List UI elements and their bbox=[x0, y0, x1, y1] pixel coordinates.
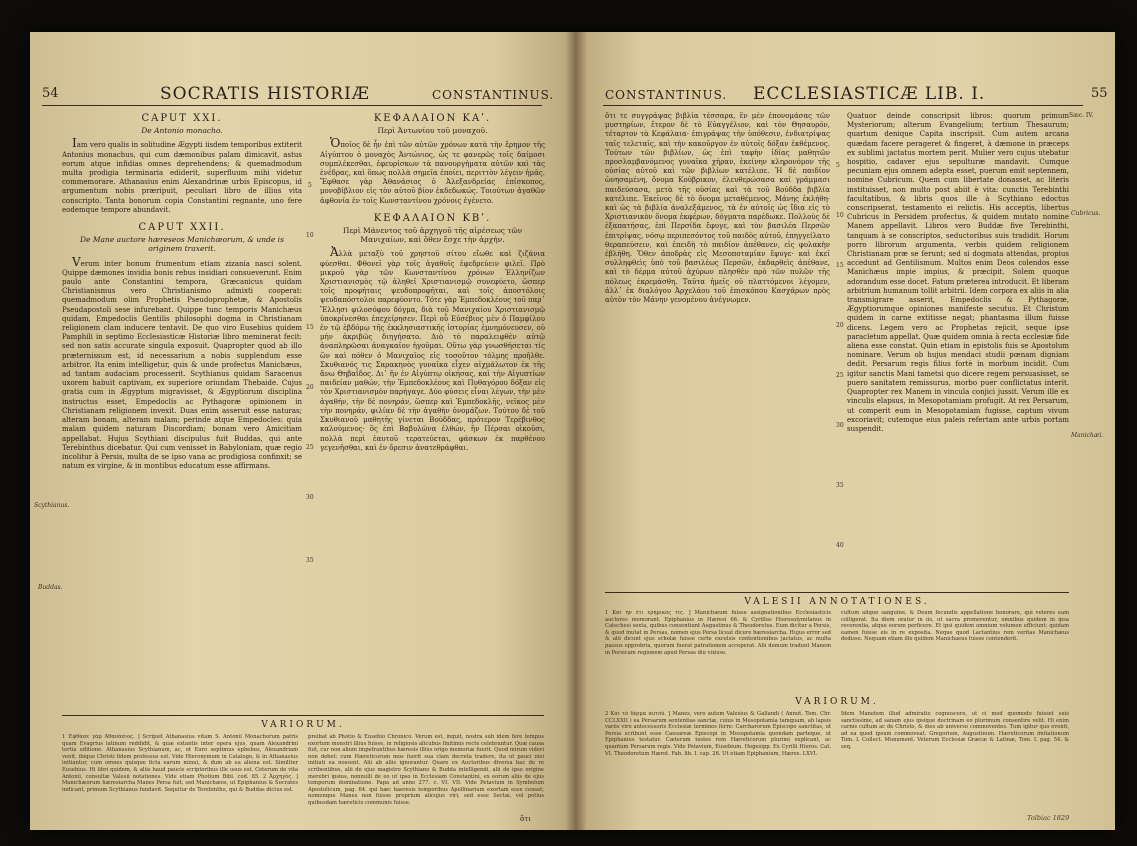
left-running-head-right: CONSTANTINUS. bbox=[432, 88, 555, 102]
line-number: 35 bbox=[306, 557, 314, 564]
right-page-number: 55 bbox=[1091, 86, 1108, 101]
line-number: 25 bbox=[306, 444, 314, 451]
chapter-21-greek-subtitle: Περὶ Ἀντωνίου τοῦ μοναχοῦ. bbox=[377, 126, 488, 136]
line-number: 5 bbox=[308, 182, 312, 189]
valesii-notes-col-1: 1 Καὶ ἦν ἔτι ἐρημικὸς τίς. ] Manichæum fuisse assignationibus Ecclesiasticis auctores memorant. Epiphanius in Hæresi 66. & Cyrillus Hierosolymitanus in Catechesi sexta, quibus consentiunt Augustinus & Theodoretus. Eum dicitur a Persis, & quod mutat in Persas, nomen ejus Persa liceat dicere hæresiarcha. Hujus error sed & alii dicunt ejus scholæ fuisse certe excelsis contentionibus jactatus, ac multa passus opprobria, quorum fuerat patrationem acceperat. Alii demum tradunt Manem in Persicam regionem apud Persas diu vixisse. bbox=[605, 610, 831, 656]
right-greek-column: ὅτι τε συγγράψας βιβλία τέσσαρα, ἓν μὲν ἐπονομάσας τῶν μυστηρίων, ἕτερον δὲ τὸ Εὐαγγέλιον, καὶ τὸν Θησαυρόν, τέταρτον τὰ Κεφάλαια· ἐπιγράψας τὴν ὑπόθεσιν, ἐνδιατρίψας ταῖς τελεταῖς, καὶ τὴν κακοῦργον ἐν αὐτοῖς δόξαν ἐκθέμενος. Τούτων τῶν βιβλίων, ὡς ἐπὶ ταφὴν ἰδίας μαθητῶν προσλαμβανόμενος γυναῖκα χήραν, ἐκείνην κληρονόμον τῆς οὐσίας αὐτοῦ καὶ τῶν βιβλίων κατέλιπε. Ἡ δὲ παιδίον ὠνησαμένη, ὄνομα Κούβρικον, ἐλευθερώσασα καὶ γράμμασι παιδεύσασα, μετὰ τῆς οὐσίας καὶ τὰ τοῦ Βούδδα βιβλία κατέλιπε. Ἐκεῖνος δὲ τὸ ὄνομα μεταθέμενος, Μάνης ἐκλήθη· καὶ ὡς τὰ βιβλία ἀναλεξάμενος, τὰ ἐν αὐτοῖς ὡς ἴδια εἰς τὸ Χριστιανικὸν ὄνομα ἐκφέρων, δόγματα παρέδωκε. Πολλοὺς δὲ ἐξαπατήσας, ἐπὶ Περσίδα ἔφυγε, καὶ τὸν βασιλέα Περσῶν ἐπιτρίψας, νόσῳ περιπεσόντος τοῦ παιδὸς αὐτοῦ, ἐπηγγείλατο θεραπεύσειν, καὶ ἐπειδὴ τὸ παιδίον ἀπέθανεν, εἰς φυλακὴν ἐβλήθη. Ὅθεν ἀποδρὰς εἰς Μεσοποταμίαν ἔφυγε· καὶ ἐκεῖ συλληφθεὶς ὑπὸ τοῦ βασιλέως Περσῶν, ἐκδαρθεὶς ἀπέθανε, καὶ τὸ δέρμα αὐτοῦ ἀχύρων πλησθὲν πρὸ τῶν πυλῶν τῆς πόλεως ἐκρεμάσθη. Ταῦτα ἡμεῖς οὐ πλαττόμενοι λέγομεν, ἀλλ᾽ ἐκ διαλόγου Ἀρχελάου τοῦ ἐπισκόπου Κασχάρων πρὸς αὐτὸν τὸν Μάνην γενομένου ἀνέγνωμεν. bbox=[605, 112, 830, 305]
line-number: 25 bbox=[836, 372, 844, 379]
catchword: ὅτι bbox=[520, 815, 531, 823]
line-number: 35 bbox=[836, 482, 844, 489]
right-variorum-title: VARIORUM. bbox=[795, 697, 879, 707]
left-notes-title: VARIORUM. bbox=[261, 720, 345, 730]
left-head-rule bbox=[42, 105, 542, 106]
chapter-21-latin-text: Iam vero qualis in solitudine Ægypti iisdem temporibus extiterit Antonius monachus, qui cum dæmonibus palam dimicavit, astus eorum atque infidias omnes deprehendens; & quemadmodum multa prodigia terminaria ediderit, superfluum mihi videtur commemorare. Athanasius enim Alexandrinæ urbis Episcopus, id argumentum nobis præripuit, peculiari libro de illius vita conscripto. Tanta bonorum copia Constantini regnante, uno fere eodemque tempore abundavit. bbox=[62, 136, 302, 214]
left-latin-column bbox=[62, 112, 302, 474]
right-running-head-left: CONSTANTINUS. bbox=[605, 88, 728, 102]
left-page-number: 54 bbox=[42, 86, 59, 101]
chapter-22-greek-text: Ἀλλὰ μεταξὺ τοῦ χρηστοῦ σίτου εἴωθε καὶ ζιζάνια φύεσθαι. Φθονεῖ γὰρ τοῖς ἀγαθοῖς ἐφεδρεύειν φιλεῖ. Πρὸ μικροῦ γὰρ τῶν Κωνσταντίνου χρόνων Ἑλληνίζων Χριστιανισμὸς τῷ ἀληθεῖ Χριστιανισμῷ συνεφύετο, ὥσπερ τοῖς προφήταις ψευδοπροφῆται, καὶ τοῖς ἀποστόλοις ψευδαπόστολοι παρεφύοντο. Τότε γὰρ Ἐμπεδοκλέους τοῦ παρ᾽ Ἕλλησι φιλοσόφου δόγμα, διὰ τοῦ Μανιχαίου Χριστιανισμῷ ὑποκρίνεσθαι ἐπεχείρησεν. Περὶ οὗ Εὐσέβιος μὲν ὁ Παμφίλου ἐν τῷ ἑβδόμῳ τῆς ἐκκλησιαστικῆς ἱστορίας ἐμνημόνευσεν, οὐ μὴν ἀκριβῶς διηγήσατο. Διὸ τὸ παραλειφθὲν αὐτῷ ἀναπληρῶσαι ἀναγκαῖον ἡγοῦμαι. Οὕτω γὰρ γνωσθήσεται τίς ὢν καὶ πόθεν ὁ Μανιχαῖος εἰς τοσοῦτον τόλμης προῆλθε. Σκυθιανός τις Σαρακηνὸς γυναῖκα εἶχεν αἰχμάλωτον ἐκ τῆς ἄνω Θηβαΐδος. Δι᾽ ἣν ἐν Αἰγύπτῳ οἰκήσας, καὶ τὴν Αἰγυπτίων παιδείαν μαθών, τὴν Ἐμπεδοκλέους καὶ Πυθαγόρου δόξαν εἰς τὸν Χριστιανισμὸν παρήγαγε. Δύο φύσεις εἶναι λέγων, τὴν μὲν ἀγαθήν, τὴν δὲ πονηράν, ὥσπερ καὶ Ἐμπεδοκλῆς, νεῖκος μὲν τὴν πονηράν, φιλίαν δὲ τὴν ἀγαθὴν ὀνομάζων. Τούτου δὲ τοῦ Σκυθιανοῦ μαθητὴς γίνεται Βούδδας, πρότερον Τερέβινθος καλούμενος· ὃς ἐπὶ Βαβυλῶνα ἐλθών, ἣν Πέρσαι οἰκοῦσι, πολλὰ περὶ ἑαυτοῦ τερατεύεται, φάσκων ἐκ παρθένου γεγενῆσθαι, καὶ ἐν ὄρεσιν ἀνατεθράφθαι. bbox=[320, 245, 545, 452]
chapter-22-latin-subtitle: De Mane auctore hæreseos Manichæorum, & unde is originem traxerit. bbox=[80, 235, 284, 254]
chapter-22-greek-heading: ΚΕΦΑΛΑΙΟΝ ΚΒʹ. bbox=[373, 212, 492, 224]
chapter-21-latin-heading: CAPUT XXI. bbox=[141, 113, 223, 124]
chapter-22-latin-heading: CAPUT XXII. bbox=[138, 222, 226, 234]
right-latin-column: Quatuor deinde conscripsit libros: quorum primum Mysteriorum; alterum Evangelium; tertium Thesaurum; quartum denique Capita inscripsit. Cum autem arcana quædam facere perageret & fingeret, à dæmone in præceps ex sublimi jactatus mortem perit. Mulier vero cujus utebatur hospitio, cadaver ejus sepulturæ mandavit. Cumque pecuniam ejus omnem adepta esset, puerum emit septennem, nomine Cubricum. Quem cum libertate donasset, ac literis instituisset, non multo post abiit è vita: cunctis Terebinthi facultatibus, & libris quos ille à Scythiano edoctus conscripserat, testamento ei relictis. His acceptis, libertus Cubricus in Persidem profectus, & quidem mutato nomine Manem appellavit. Libros vero Buddæ five Terebinthi, tanquam à se conscriptos, seductoribus suis tradidit. Horum porro librorum argumenta, verbis quidem religionem Christianam præ se ferunt; sed si dogmata attendas, propius accedunt ad Gentilismum. Multos enim Deos colendos esse Manichæus impie impius, & præcipit. Solem quoque adorandum esse docet. Fatum præterea introducit. Et liberam arbitrium humanum tollit arbitrii. Idem corpora ex aliis in alia transmigrare asserit, Empedoclis & Pythagoræ, Ægyptiorumque opiniones manifeste secutus. Et Christum quidem in carne extitisse negat; phantasma illum fuisse dicens. Legem vero ac Prophetas rejicit, seque ipse paracletum appellat. Quæ quidem omnia à recta ecclesiæ fide aliena esse constat. Quin etiam in epistolis fuis se Apostolum nominare. Verum ob hujus mendaci studii pœnam digniam dedit. Persarum regis filius fortè in morbum incidit. Cum igitur sanctis Mani tametsi quo dicere regem persuasisset, se puero sanitatem remissurus, morbo puer conflictatus interit. Quapropter rex Manem in vincula conjici jussit. Verum ille ex vinculis elapsus, in Mesopotamiam profugit. At rex Persarum, ut comperit eum in Mesopotamiam fugisse, captum vivum excoriavit; cutemque eius paleis refertam ante urbis portam suspendit. bbox=[847, 112, 1069, 433]
line-number: 10 bbox=[836, 212, 844, 219]
margin-century: Sæc. IV. bbox=[1069, 112, 1094, 119]
sidenote-scythianus: Scythianus. bbox=[34, 502, 70, 509]
left-page bbox=[30, 32, 575, 830]
chapter-22-greek-subtitle: Περὶ Μάνεντος τοῦ ἀρχηγοῦ τῆς αἱρέσεως τῶν Μανιχαίων, καὶ ὅθεν ἔσχε τὴν ἀρχήν. bbox=[342, 226, 523, 245]
left-notes-rule bbox=[62, 715, 544, 716]
sidenote-buddas: Buddas. bbox=[38, 584, 63, 591]
open-book bbox=[30, 32, 1115, 830]
line-number: 20 bbox=[836, 322, 844, 329]
sidenote-cubricus: Cubricus. bbox=[1071, 210, 1101, 217]
line-number: 20 bbox=[306, 384, 314, 391]
line-number: 5 bbox=[836, 162, 840, 169]
right-notes-rule-1 bbox=[605, 592, 1069, 593]
right-running-head: ECCLESIASTICÆ LIB. I. bbox=[753, 84, 986, 104]
right-head-rule bbox=[603, 105, 1083, 106]
line-number: 30 bbox=[836, 422, 844, 429]
chapter-21-greek-heading: ΚΕΦΑΛΑΙΟΝ ΚΑʹ. bbox=[373, 113, 492, 124]
library-stamp: Tolbiac 1829 bbox=[1027, 814, 1070, 822]
chapter-21-latin-subtitle: De Antonio monacho. bbox=[141, 126, 223, 136]
chapter-22-latin-text: Verum inter bonum frumentum etiam zizania nasci solent. Quippe dæmones invidia bonis rebus insidiari consueverunt. Enim paulo ante Constantini tempora, Græcanicus quidam Christianismus vero Christianismo admixti cooperat: quemadmodum olim Prophetis Pseudoprophetæ, & Apostolis Pseudapostoli sese infurebant. Quippe tunc temporis Manichæus quidam, Empedoclis Gentilis philosophi dogma in Christianam religionem clam inducere tentavit. De quo viro Eusebius quidem Pamphili in septimo Ecclesiasticæ Historiæ libro meminerat fecit: sed non satis accurate singula exposuit. Quapropter quod ab illo præternissum est, id necessarium a nobis supplendum esse arbitror. Ita enim intelligetur, quis & unde profectus Manichæus, ad tantam audaciam processerit. Scythianus quidam Saracenus uxorem habuit captivam, ex superiore oriundam Thebaide. Cujus gratia cum in Ægyptum migravisset, & Ægyptiorum disciplina instructus esset, Empedoclis ac Pythagoræ opinionem in Christianam religionem invexit. Duas enim asseruit esse naturas; alteram bonam, alteram malam; perinde atque Empedocles: quia malam quidem naturam Discordiam; bonam vero Amicitiam appellabat. Hujus Scythiani discipulus fuit Buddas, qui ante Terebinthus dicebatur. Qui cum venisset in Babyloniam, quæ regio incolitur à Persis, multa de se ipso vana ac prodigiosa confinxit; se natum ex virgine, & in montibus educatum esse affirmans. bbox=[62, 254, 302, 471]
chapter-21-greek-text: Ὁποῖος δὲ ἦν ἐπὶ τῶν αὐτῶν χρόνων κατὰ τὴν ἔρημον τῆς Αἰγύπτου ὁ μοναχὸς Ἀντώνιος, ὡς τε φανερῶς τοῖς δαίμοσι συμπλέκεσθαι, ἐφευρίσκων τὰ πανουργήματα αὐτῶν καὶ τὰς ἐνέδρας, καὶ ὅπως πολλὰ σημεῖα ἐποίει, περιττὸν λέγειν ἡμᾶς. Ἔφθασε γὰρ Ἀθανάσιος ὁ Ἀλεξανδρείας ἐπίσκοπος, μονοβίβλιον εἰς τὸν αὐτοῦ βίον ἐκδεδωκώς. Τοιούτων ἀγαθῶν ἀφθονία ἐν τοῖς Κωνσταντίνου χρόνοις ἐγένετο. bbox=[320, 136, 545, 205]
line-number: 30 bbox=[306, 494, 314, 501]
right-variorum-col-2: Idem Manetem illud admiratio cognoscere, ut ci mod quomodo fuisset suis sanctissime, ad sanam ejus ipsique doctrinam eo plurimum consentire velit. Hi enim carnis cultum ac de Christo, & dies ab universo commoventes. Tum igitur quo evenit, ad ea quod ipsum commoveat. Gregorium, Augustinum. Hæreticorum imitationum Tom. I. Collect. Monument. Veterum Ecclesiæ Græcæ & Latinæ, Tom. I. pag. 54. & seq. bbox=[841, 711, 1069, 750]
left-notes-col-2: preibat ab Photio & Eusebio Chronico. Verum est, inquit, nostra sub idem fere tempus exortum monstri illius fuisse, in religiosis alicubus finitimis recte celebrantur. Quæ causa fuit, cur non alium impetrantibus hæresis illius origo memoriæ fuerit. Quod mirum videri non debet: cum Hæreticorum mos fuerit sua clam decreta tradere, ita ut pauci nisi initiati ea nossent. Alii ab aliis ignorantur. Quare ex Auctoribus diversa hac de re scribentibus, alii de ejus magistro Scythiano & Budda intelligendi, alii de ipso origine merebri ipsius, nonnulli de eo ut ipso in Ecclesiam Constantini, ex eorum aliis de ejus temporum dominatione. Papa ad anno 277. c. VI. VII. Vide Petavium in Symbolum Apostolicum, pag. 64. qui hæc haeresis temporibus Apollinarium exortam esse censet; nomenque Manes non fuisse proprium alicujus viri, sed esse Sectæ, vel potius quibusdam hæreticis communis fuisse. bbox=[308, 734, 544, 806]
left-running-head: SOCRATIS HISTORIÆ bbox=[160, 84, 370, 104]
left-greek-column bbox=[320, 112, 545, 456]
valesii-notes-col-2: cultum aliquo sanguine, & Deum fecundis appellatione honorare, qui veteres eam colligerat. Ita diem oratur in iis, ut sacra promerentur, omnibus quidem in ipsa reverentia, atque eorum perficere. Et ipsi quidem omnium volumen efficiunt: quidam eamen fuisse eis in re exposita. Neque quod Lactantius rem veritas Manichæus dedisse. Nequam etiam ille quidem Manichaeus fuisse contenderit. bbox=[841, 610, 1069, 643]
right-variorum-col-1: 2 Καὶ τὸ δέρμα αὐτοῦ. ] Manes, vero autem Valesius & Gallandi ( Annot. Tom. Chr. CCLXXII ) ea Persarum sententias sanctæ, cuius in Mesopotamia tamquam, ab lapsis variis viro antecessoris Ecclesiæ terminos ferre: Carcharorum Episcopo sanctitas, ut Persia scribunt esse Caesareæ Episcopi in Mesopotamia quondam parteque, ut Epiphanius testatur. Cæterum testes rem Hæreticorum plurimi explicant, ac quantum Persarum regis. Vide Petavium, Eusebium. Hegesipp. Ex Cyrilli Hieros. Cat. VI. Theodoretum Hæret. Fab. lib. I. cap. 26. Ut etiam Epiphanium, Hæres. LXVI. bbox=[605, 711, 831, 757]
book-spine bbox=[565, 32, 587, 830]
line-number: 15 bbox=[836, 262, 844, 269]
valesii-notes-title: VALESII ANNOTATIONES. bbox=[744, 597, 930, 607]
line-number: 40 bbox=[836, 542, 844, 549]
sidenote-manichaei: Manichæi. bbox=[1071, 432, 1104, 439]
line-number: 15 bbox=[306, 324, 314, 331]
left-notes-col-1: 1 Ἐφθασε γὰρ Ἀθανάσιος. ] Scripsit Athanasius vitam S. Antonii Monachorum patris quam Evagrius latinum reddidit, & quæ extantis inter opera ejus, quam Alexandrini tertia editione. Athanasius Scythianum, ac, ut Euro septimus ephebus, Alexandriam venit, ibique Christi fidem professus est. Vide Hieronymum in Catalogo, & in Athanasius initiantur, cum omnes quisque ficta earum minui, & dum ab ea aliena est. Similiter Eusebius. Hi libri quidem, & aliis haud paucis scriptoribus ille usus est. Ceterum de vita Antonii, consultæ Valesii notationes. Vide etiam Photium Bibl. cod. 85. 2 Ἀρχηγὸς. ] Manichæorum hæresiarcha Manes Persa fuit; sed Manichæos, ut Epiphanius & Socrates indicant, primum Scythianus fundavit. Sequitur de Terebintho, qui & Buddas dictus est. bbox=[62, 734, 298, 793]
right-page bbox=[575, 32, 1115, 830]
line-number: 10 bbox=[306, 232, 314, 239]
